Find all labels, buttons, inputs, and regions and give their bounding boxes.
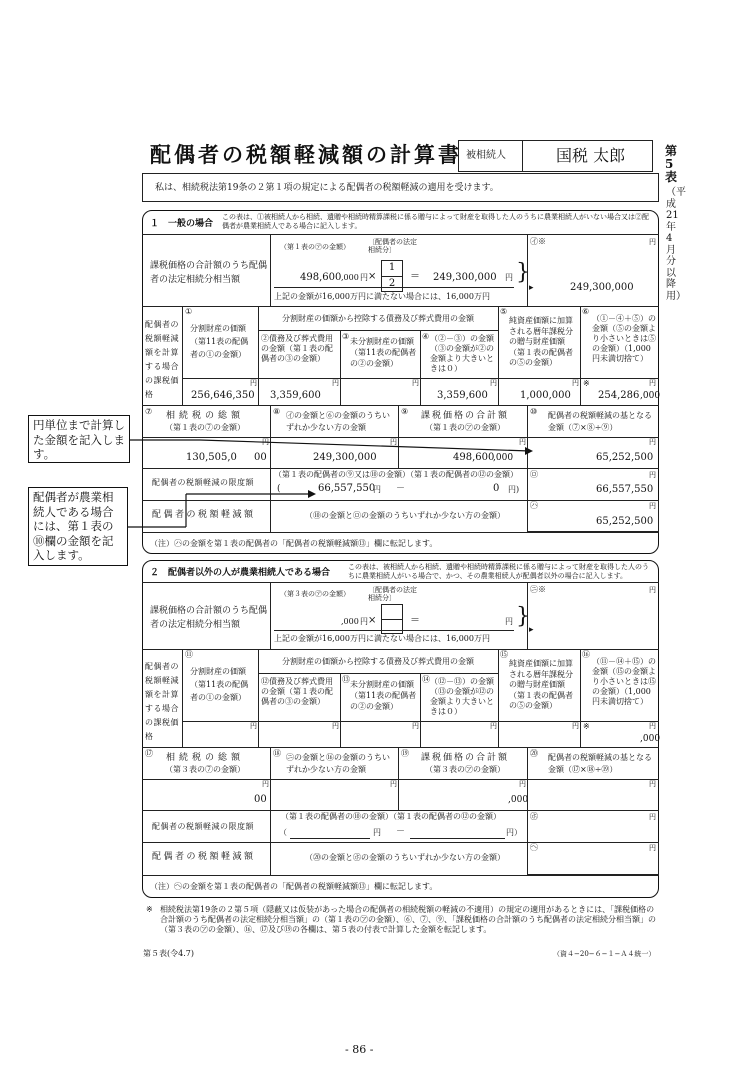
- s1-share-result[interactable]: 249,300,000: [570, 282, 634, 293]
- decedent-name[interactable]: 国税 太郎: [556, 146, 626, 165]
- section-2-note: この表は、被相続人から相続、遺贈や相続時精算課税に係る贈与によって財産を取得した人のうちに農業相続人がいる場合で、かつ、その農業相続人が配偶者以外の場合に記入します。: [348, 563, 649, 580]
- s1-share-label: 課税価格の合計額のうち配偶者の法定相続分相当額: [150, 261, 268, 285]
- s1-reduction-label: 配偶者の税額軽減額: [152, 510, 256, 520]
- s1-value-7[interactable]: 130,505,0: [186, 452, 237, 463]
- form-reference: （資４−20−６−１−Ａ４統一）: [553, 950, 656, 958]
- s1-value-10[interactable]: 65,252,500: [596, 452, 654, 463]
- s1-value-8[interactable]: 249,300,000: [313, 452, 377, 463]
- s2-limit-label: 配偶者の税額軽減の限度額: [152, 822, 254, 831]
- s1-value-4[interactable]: 3,359,600: [437, 390, 488, 401]
- s1-limit-b[interactable]: 0: [493, 483, 500, 494]
- s2-footnote: （注）㋬の金額を第１表の配偶者の「配偶者の税額軽減額⑬」欄に転記します。: [150, 882, 438, 891]
- s1-value-2[interactable]: 3,359,600: [270, 390, 321, 401]
- bottom-note: 相続税法第19条の２第５項（隠蔽又は仮装があった場合の配偶者の相続税額の軽減の不適用）の規定の適用があるときには、「課税価格の合計額のうち配偶者の法定相続分相当額」の（第１表の㋐の金額）、⑥、⑦、⑨、「課税価格の合計額のうち配偶者の法定相続分相当額」の（第３表の㋐の金額）、⑯、⑰及び⑲の各欄は、第５表の付表で計算した金額を転記します。: [160, 905, 656, 934]
- s1-limit-label: 配偶者の税額軽減の限度額: [152, 478, 254, 487]
- callout-text-1: 円単位まで計算した金額を記入します。: [33, 418, 125, 461]
- s2-share-label: 課税価格の合計額のうち配偶者の法定相続分相当額: [150, 606, 268, 630]
- section-2-title: ２ 配偶者以外の人が農業相続人である場合: [150, 568, 331, 578]
- s1-min-note: 上記の金額が16,000万円に満たない場合には、16,000万円: [274, 292, 490, 301]
- s1-fraction-numerator: 1: [388, 262, 396, 273]
- s1-total-value[interactable]: 498,600: [300, 272, 342, 283]
- section-1-note: この表は、①被相続人から相続、遺贈や相続時精算課税に係る贈与によって財産を取得した人のうちに農業相続人がいない場合又は②配偶者が農業相続人である場合に記入します。: [222, 213, 649, 230]
- s1-value-6[interactable]: 254,286: [598, 390, 640, 401]
- page-number: - 86 -: [345, 1043, 374, 1056]
- s1-footnote: （注）㋩の金額を第１表の配偶者の「配偶者の税額軽減額⑬」欄に転記します。: [150, 539, 438, 548]
- decedent-label: 被相続人: [466, 150, 506, 161]
- s1-fraction-denominator: 2: [388, 278, 396, 289]
- form-title: 配偶者の税額軽減額の計算書: [150, 142, 462, 167]
- s1-limit-value[interactable]: 66,557,550: [596, 484, 654, 495]
- s1-reduction-value[interactable]: 65,252,500: [596, 516, 654, 527]
- s1-value-1[interactable]: 256,646,350: [191, 390, 255, 401]
- callout-text-2: 配偶者が農業相続人である場合には、第１表の⑩欄の金額を記入します。: [33, 490, 114, 562]
- s1-value-5[interactable]: 1,000,000: [520, 390, 571, 401]
- s2-row-label: 配偶者の税額軽減額を計算する場合の課税価格: [145, 662, 179, 741]
- form-code: 第５表(令4.7): [143, 949, 194, 958]
- s2-min-note: 上記の金額が16,000万円に満たない場合には、16,000万円: [274, 634, 490, 643]
- side-form-label: 第5表: [665, 144, 678, 184]
- declaration-text: 私は、相続税法第19条の２第１項の規定による配偶者の税額軽減の適用を受けます。: [155, 183, 499, 193]
- s1-row-label: 配偶者の税額軽減額を計算する場合の課税価格: [145, 320, 179, 399]
- s1-limit-a[interactable]: 66,557,550: [318, 483, 376, 494]
- side-period-label: （平成21年4月分以降用）: [666, 187, 686, 302]
- s1-half-value[interactable]: 249,300,000: [433, 272, 497, 283]
- section-1-title: １ 一般の場合: [150, 219, 214, 229]
- s2-reduction-label: 配偶者の税額軽減額: [152, 852, 256, 862]
- s1-value-9[interactable]: 498,600: [453, 452, 495, 463]
